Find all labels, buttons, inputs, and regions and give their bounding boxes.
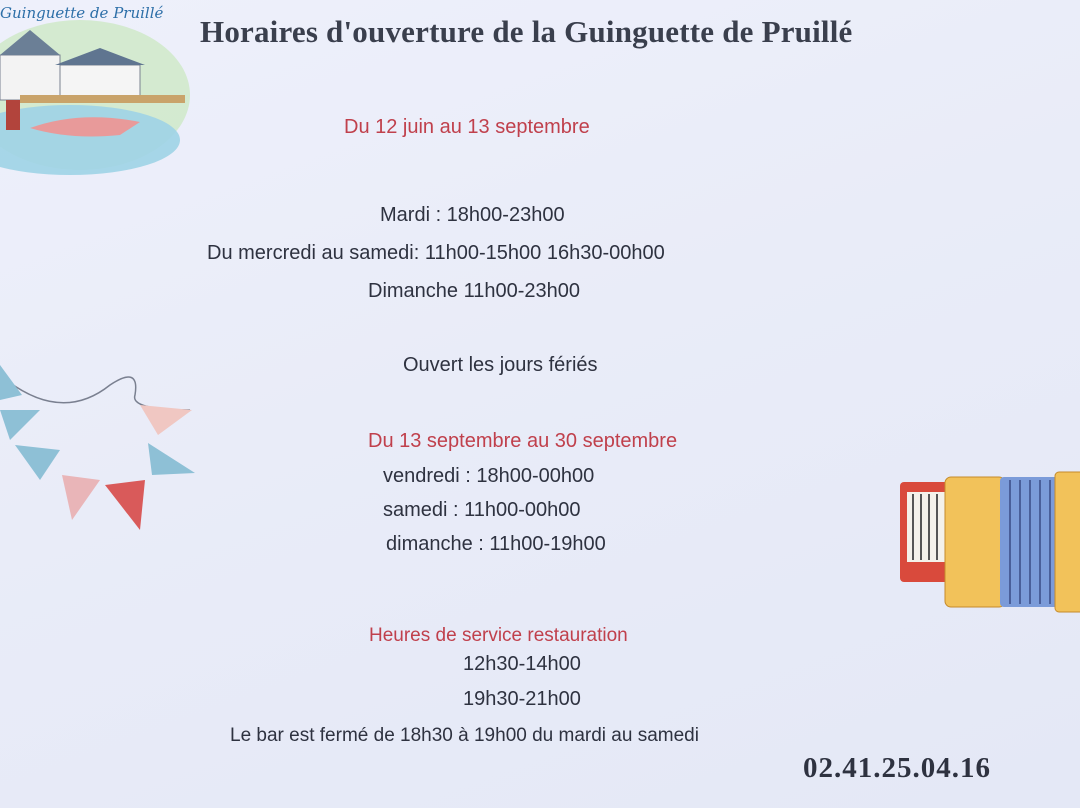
period1-line-sunday: Dimanche 11h00-23h00 bbox=[368, 280, 581, 302]
holidays-note: Ouvert les jours fériés bbox=[403, 354, 598, 376]
service-heading: Heures de service restauration bbox=[369, 625, 628, 646]
bar-closed-note: Le bar est fermé de 18h30 à 19h00 du mardi au samedi bbox=[230, 725, 699, 746]
period1-line-tuesday: Mardi : 18h00-23h00 bbox=[380, 204, 565, 226]
service-line-dinner: 19h30-21h00 bbox=[463, 688, 581, 710]
logo-text: Guinguette de Pruillé bbox=[0, 4, 164, 22]
accordion-icon bbox=[895, 462, 1080, 622]
period2-line-saturday: samedi : 11h00-00h00 bbox=[383, 499, 581, 521]
period2-line-sunday: dimanche : 11h00-19h00 bbox=[386, 533, 606, 555]
service-line-lunch: 12h30-14h00 bbox=[463, 653, 581, 675]
guinguette-logo bbox=[0, 0, 190, 180]
period2-line-friday: vendredi : 18h00-00h00 bbox=[383, 465, 595, 487]
page-title: Horaires d'ouverture de la Guinguette de Pruillé bbox=[200, 14, 853, 49]
bunting-decoration-icon bbox=[0, 355, 200, 535]
period1-heading: Du 12 juin au 13 septembre bbox=[344, 116, 590, 138]
period2-heading: Du 13 septembre au 30 septembre bbox=[368, 430, 678, 452]
phone-number: 02.41.25.04.16 bbox=[803, 752, 991, 784]
period1-line-wed-sat: Du mercredi au samedi: 11h00-15h00 16h30-00h00 bbox=[207, 242, 665, 264]
